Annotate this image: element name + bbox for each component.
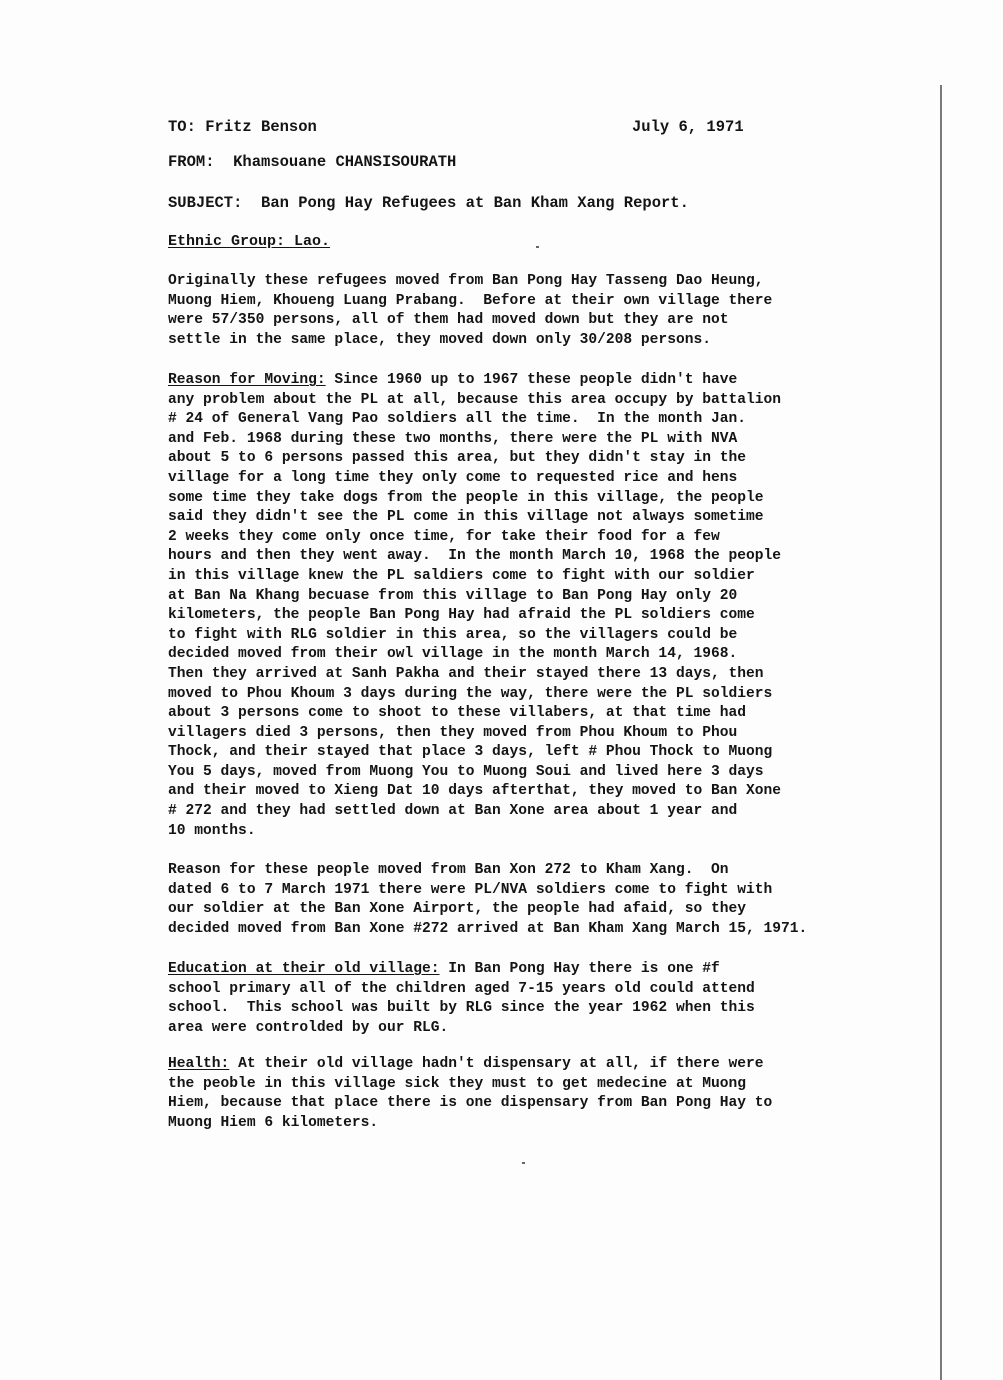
reason-line: said they didn't see the PL come in this village not always sometime	[168, 509, 764, 526]
reason-second-paragraph	[168, 861, 903, 939]
reason-for-moving-paragraph	[168, 371, 903, 841]
health-line: Muong Hiem 6 kilometers.	[168, 1114, 379, 1131]
reason-line: to fight with RLG soldier in this area, so the villagers could be	[168, 626, 738, 643]
from-label: FROM:	[168, 153, 215, 171]
reason2-line: our soldier at the Ban Xone Airport, the people had afaid, so they	[168, 901, 747, 918]
reason-line: kilometers, the people Ban Pong Hay had afraid the PL soldiers come	[168, 607, 755, 624]
reason-line: Thock, and their stayed that place 3 days, left # Phou Thock to Muong	[168, 744, 773, 761]
reason-first-line	[168, 371, 903, 391]
intro-line: Originally these refugees moved from Ban Pong Hay Tasseng Dao Heung,	[168, 273, 764, 289]
reason-line: moved to Phou Khoum 3 days during the way, there were the PL soldiers	[168, 685, 773, 702]
health-first-line	[168, 1055, 903, 1075]
stray-mark	[536, 246, 539, 248]
reason-line: village for a long time they only come to requested rice and hens	[168, 469, 738, 486]
reason-heading: Reason for Moving:	[168, 372, 326, 388]
reason-line: 2 weeks they come only once time, for take their food for a few	[168, 528, 720, 545]
education-line: school primary all of the children aged 7-15 years old could attend	[168, 980, 755, 997]
reason-line: # 24 of General Vang Pao soldiers all the time. In the month Jan.	[168, 411, 747, 428]
education-paragraph	[168, 960, 903, 1038]
ethnic-group-heading: Ethnic Group: Lao.	[168, 233, 331, 250]
reason-line: # 272 and they had settled down at Ban Xone area about 1 year and	[168, 803, 738, 820]
to-label: TO:	[168, 118, 196, 136]
stray-mark	[522, 1162, 525, 1164]
education-line: school. This school was built by RLG since the year 1962 when this	[168, 1000, 755, 1017]
intro-paragraph	[168, 272, 903, 350]
subject-label: SUBJECT:	[168, 194, 243, 212]
from-sender: Khamsouane CHANSISOURATH	[233, 153, 457, 171]
reason-line: 10 months.	[168, 822, 256, 839]
health-heading: Health:	[168, 1056, 230, 1072]
health-first-text: At their old village hadn't dispensary at all, if there were	[229, 1056, 764, 1072]
reason-line: Then they arrived at Sanh Pakha and their stayed there 13 days, then	[168, 665, 764, 682]
reason-line: and their moved to Xieng Dat 10 days afterthat, they moved to Ban Xone	[168, 783, 782, 800]
health-line: the peoble in this village sick they must to get medecine at Muong	[168, 1075, 747, 1092]
to-recipient: Fritz Benson	[205, 118, 317, 136]
reason2-line: decided moved from Ban Xone #272 arrived at Ban Kham Xang March 15, 1971.	[168, 920, 808, 937]
memo-date: July 6, 1971	[632, 118, 744, 136]
from-line	[168, 153, 456, 171]
reason-line: decided moved from their owl village in the month March 14, 1968.	[168, 646, 738, 663]
reason-line: about 3 persons come to shoot to these villabers, at that time had	[168, 705, 747, 722]
reason-line: and Feb. 1968 during these two months, there were the PL with NVA	[168, 430, 738, 447]
reason-line: any problem about the PL at all, because this area occupy by battalion	[168, 391, 782, 408]
reason2-line: Reason for these people moved from Ban Xon 272 to Kham Xang. On	[168, 862, 729, 878]
reason-line: villagers died 3 persons, then they moved from Phou Khoum to Phou	[168, 724, 738, 741]
education-line: area were controlded by our RLG.	[168, 1019, 449, 1036]
to-line	[168, 118, 317, 136]
reason2-line: dated 6 to 7 March 1971 there were PL/NVA soldiers come to fight with	[168, 881, 773, 898]
reason-line: at Ban Na Khang becuase from this village to Ban Pong Hay only 20	[168, 587, 738, 604]
reason-line: some time they take dogs from the people in this village, the people	[168, 489, 764, 506]
reason-line: about 5 to 6 persons passed this area, but they didn't stay in the	[168, 450, 747, 467]
education-first-text: In Ban Pong Hay there is one #f	[439, 961, 720, 977]
education-heading: Education at their old village:	[168, 961, 440, 977]
reason-line: in this village knew the PL saldiers come to fight with our soldier	[168, 567, 755, 584]
page-edge-line	[940, 85, 942, 1380]
education-first-line	[168, 960, 903, 980]
health-paragraph	[168, 1055, 903, 1133]
reason-first-text: Since 1960 up to 1967 these people didn't have	[325, 372, 738, 388]
reason-line: You 5 days, moved from Muong You to Muong Soui and lived here 3 days	[168, 763, 764, 780]
subject-line	[168, 194, 689, 212]
subject-text: Ban Pong Hay Refugees at Ban Kham Xang Report.	[261, 194, 689, 212]
intro-line: were 57/350 persons, all of them had moved down but they are not	[168, 312, 729, 329]
health-line: Hiem, because that place there is one dispensary from Ban Pong Hay to	[168, 1095, 773, 1112]
intro-line: Muong Hiem, Khoueng Luang Prabang. Before at their own village there	[168, 292, 773, 309]
reason-line: hours and then they went away. In the month March 10, 1968 the people	[168, 548, 782, 565]
intro-line: settle in the same place, they moved down only 30/208 persons.	[168, 331, 711, 348]
